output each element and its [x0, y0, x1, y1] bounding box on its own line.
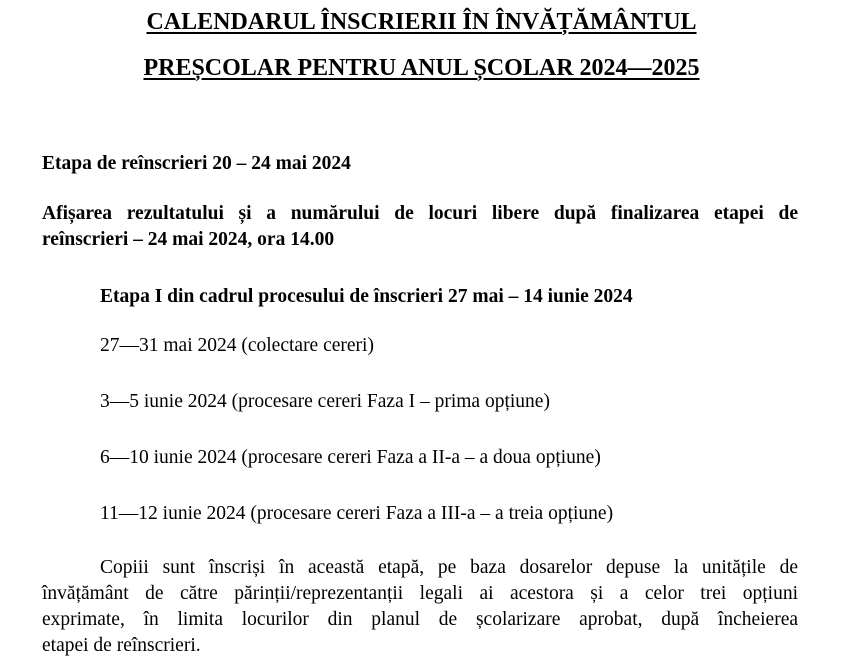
schedule-item: 6—10 iunie 2024 (procesare cereri Faza a II-a – a doua opțiune): [100, 447, 601, 468]
reinscrieri-heading: Etapa de reînscrieri 20 – 24 mai 2024: [42, 153, 351, 174]
results-announcement-line-1: Afișarea rezultatului și a numărului de locuri libere după finalizarea etapei de: [42, 203, 798, 224]
document-title-line-2: PREȘCOLAR PENTRU ANUL ȘCOLAR 2024—2025: [143, 55, 700, 81]
schedule-item: 11—12 iunie 2024 (procesare cereri Faza a III-a – a treia opțiune): [100, 503, 614, 524]
paragraph-line-2: învățământ de către părinții/reprezentanții legali ai acestora și a celor trei opțiuni: [42, 583, 798, 604]
document-title-line-1: CALENDARUL ÎNSCRIERII ÎN ÎNVĂȚĂMÂNTUL: [146, 9, 697, 35]
schedule-item: 27—31 mai 2024 (colectare cereri): [100, 335, 374, 356]
paragraph-line-4: etapei de reînscrieri.: [42, 635, 201, 656]
etapa-1-heading: Etapa I din cadrul procesului de înscrieri 27 mai – 14 iunie 2024: [100, 286, 633, 307]
results-announcement-line-2: reînscrieri – 24 mai 2024, ora 14.00: [42, 229, 335, 250]
paragraph-line-1: Copiii sunt înscriși în această etapă, pe baza dosarelor depuse la unitățile de: [100, 557, 798, 578]
schedule-item: 3—5 iunie 2024 (procesare cereri Faza I – prima opțiune): [100, 391, 550, 412]
paragraph-line-3: exprimate, în limita locurilor din planul de școlarizare aprobat, după încheierea: [42, 609, 798, 630]
